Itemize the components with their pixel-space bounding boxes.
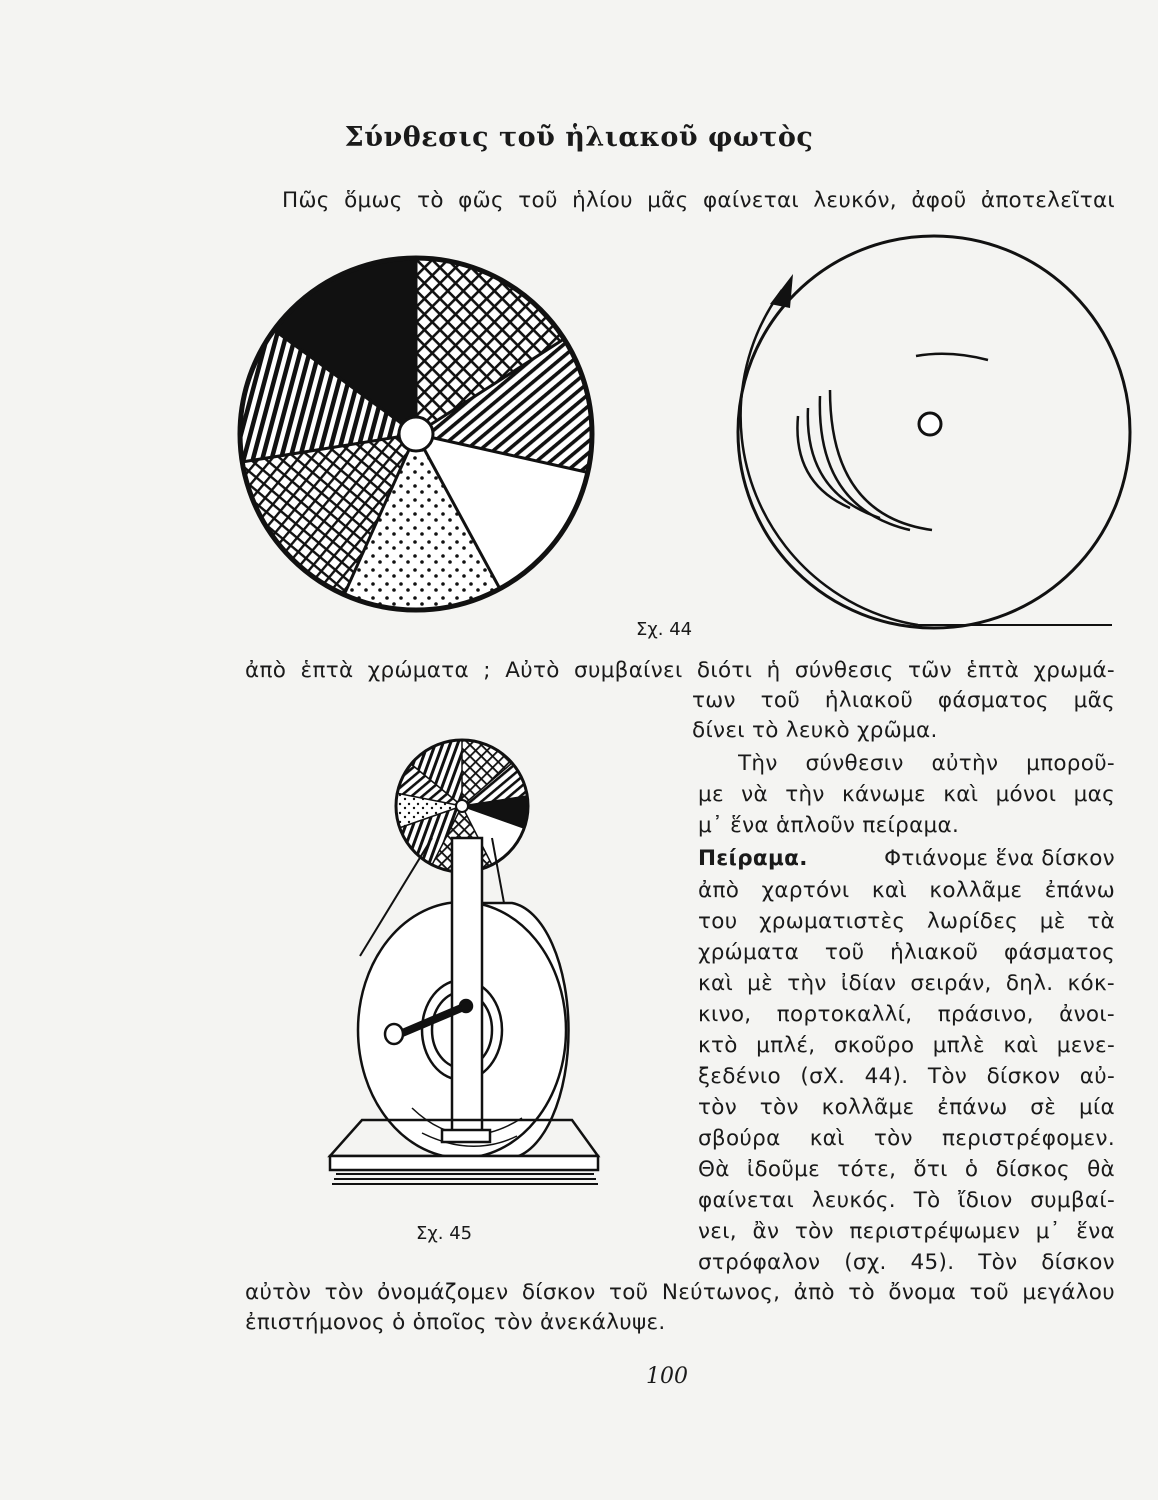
text-line: ἀπὸ ἑπτὰ χρώματα ; Αὐτὸ συμβαίνει διότι ἡ σύνθεσις τῶν ἑπτὰ χρωμά- bbox=[245, 658, 1115, 683]
text-line: δίνει τὸ λευκὸ χρῶμα. bbox=[692, 718, 938, 743]
text-line: ἀπὸ χαρτόνι καὶ κολλᾶμε ἐπάνω bbox=[698, 878, 1115, 903]
arrow-head-icon bbox=[770, 274, 793, 308]
text-line: Πῶς ὅμως τὸ φῶς τοῦ ἡλίου μᾶς φαίνεται λευκόν, ἀφοῦ ἀποτελεῖται bbox=[282, 188, 1115, 213]
experiment-heading: Πείραμα. bbox=[698, 846, 808, 871]
text-line: χρώματα τοῦ ἡλιακοῦ φάσματος bbox=[698, 940, 1115, 965]
disk-hub bbox=[399, 417, 433, 451]
support-post bbox=[452, 838, 482, 1134]
disk-center bbox=[919, 413, 941, 435]
text-line: Θὰ ἰδοῦμε τότε, ὅτι ὁ δίσκος θὰ bbox=[698, 1157, 1115, 1182]
text-line: Φτιάνομε ἕνα δίσκον bbox=[884, 846, 1115, 871]
text-line: φαίνεται λευκός. Τὸ ἴδιον συμβαί- bbox=[698, 1188, 1115, 1213]
text-line: Τὴν σύνθεσιν αὐτὴν μποροῦ- bbox=[738, 751, 1115, 776]
page-number: 100 bbox=[646, 1364, 688, 1389]
text-line: καὶ μὲ τὴν ἰδίαν σειράν, δηλ. κόκ- bbox=[698, 971, 1115, 996]
figure-caption: Σχ. 45 bbox=[416, 1223, 473, 1244]
figure-caption: Σχ. 44 bbox=[636, 619, 693, 640]
crank-apparatus-figure bbox=[272, 738, 652, 1198]
page-title: Σύνθεσις τοῦ ἡλιακοῦ φωτὸς bbox=[344, 122, 814, 153]
text-line: νει, ἂν τὸν περιστρέψωμεν μ᾽ ἕνα bbox=[698, 1219, 1115, 1244]
text-line: του χρωματιστὲς λωρίδες μὲ τὰ bbox=[698, 909, 1115, 934]
experiment-heading-line bbox=[698, 846, 1115, 871]
motion-lines bbox=[797, 354, 988, 530]
text-line: ξεδένιο (σΧ. 44). Τὸν δίσκον αὐ- bbox=[698, 1064, 1115, 1089]
rotating-disk-figure bbox=[700, 268, 1140, 638]
text-line: κινο, πορτοκαλλί, πράσινο, ἀνοι- bbox=[698, 1002, 1115, 1027]
text-line: μ᾽ ἕνα ἁπλοῦν πείραμα. bbox=[698, 813, 960, 838]
text-line: με νὰ τὴν κάνωμε καὶ μόνοι μας bbox=[698, 782, 1115, 807]
newton-disk-figure bbox=[230, 258, 610, 618]
text-line: ἐπιστήμονος ὁ ὁποῖος τὸν ἀνεκάλυψε. bbox=[245, 1310, 666, 1335]
text-line: στρόφαλον (σχ. 45). Τὸν δίσκον bbox=[698, 1250, 1115, 1275]
text-line: των τοῦ ἡλιακοῦ φάσματος μᾶς bbox=[692, 688, 1115, 713]
text-line: σβούρα καὶ τὸν περιστρέφομεν. bbox=[698, 1126, 1115, 1151]
text-line: κτὸ μπλέ, σκοῦρο μπλὲ καὶ μενε- bbox=[698, 1033, 1115, 1058]
text-line: αὐτὸν τὸν ὀνομάζομεν δίσκον τοῦ Νεύτωνος, ἀπὸ τὸ ὄνομα τοῦ μεγάλου bbox=[245, 1280, 1115, 1305]
text-line: τὸν τὸν κολλᾶμε ἐπάνω σὲ μία bbox=[698, 1095, 1115, 1120]
